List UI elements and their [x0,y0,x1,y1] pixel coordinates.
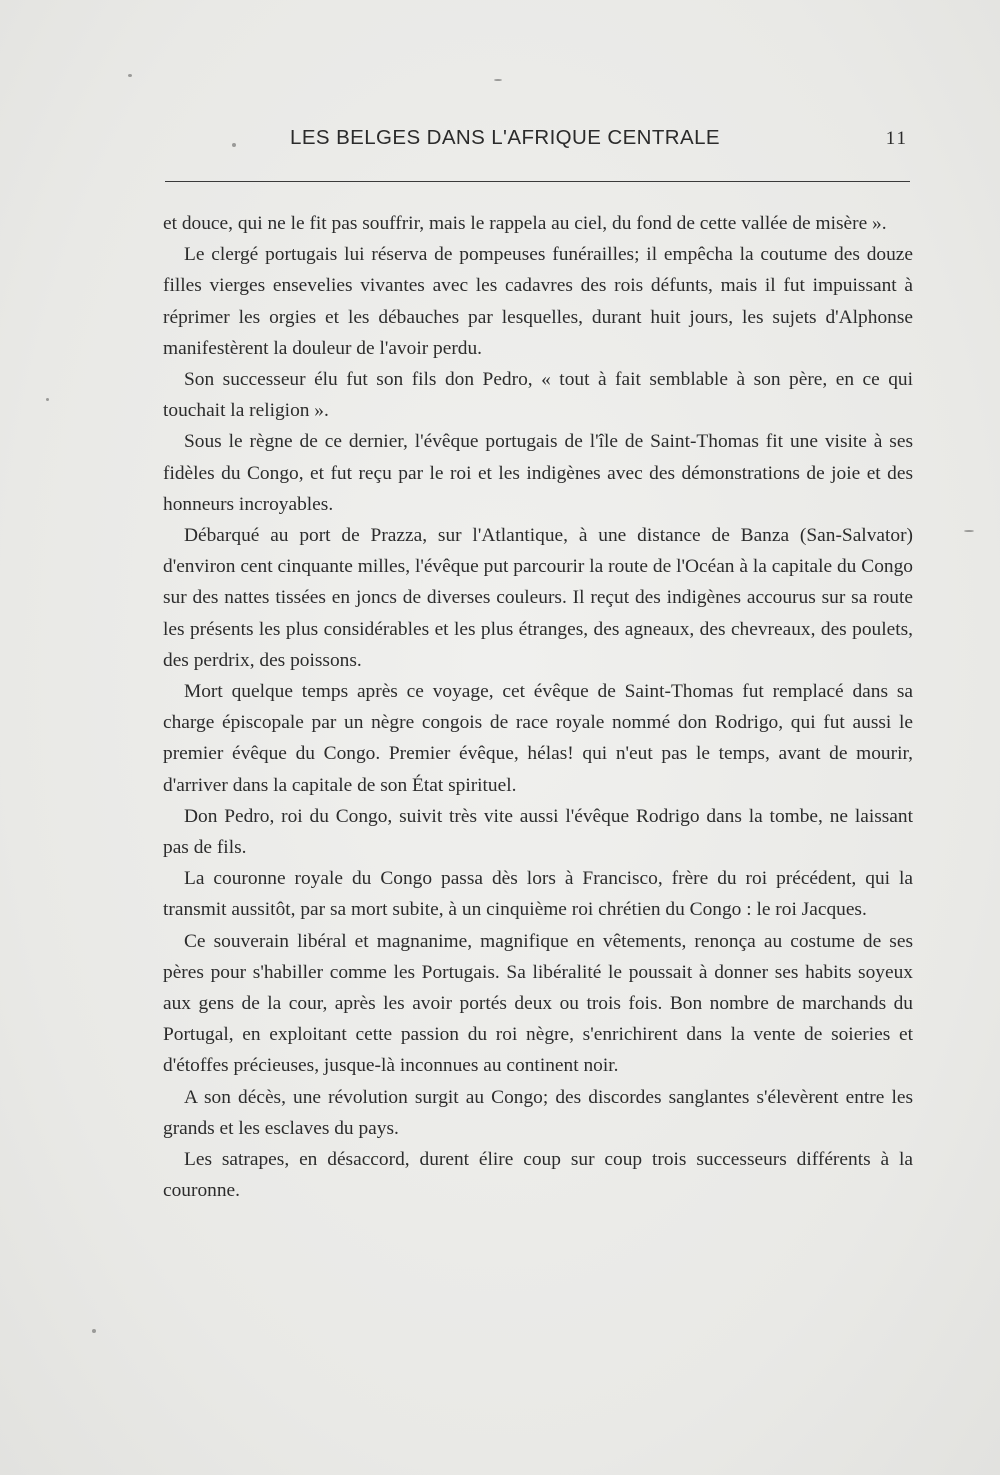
paragraph: Son successeur élu fut son fils don Pedro, « tout à fait semblable à son père, en ce qui touchait la religion ». [163,369,913,422]
paragraph: A son décès, une révolution surgit au Congo; des discordes sanglantes s'élevèrent entre les grands et les esclaves du pays. [163,1086,913,1139]
body-text [163,208,913,1207]
page-number: 11 [885,128,908,149]
paragraph: Le clergé portugais lui réserva de pompeuses funérailles; il empêcha la coutume des douze filles vierges ensevelies vivantes avec les cadavres des rois défunts, mais il fut impuissant à réprimer les orgies et les débauches par lesquelles, durant huit jours, les sujets d'Alphonse manifestèrent la douleur de l'avoir perdu. [163,244,913,359]
paragraph: Débarqué au port de Prazza, sur l'Atlantique, à une distance de Banza (San-Salvator) d'environ cent cinquante milles, l'évêque put parcourir la route de l'Océan à la capitale du Congo sur des nattes tissées en joncs de diverses couleurs. Il reçut des indigènes accourus sur sa route les présents les plus considérables et les plus étranges, des agneaux, des chevreaux, des poulets, des perdrix, des poissons. [163,525,913,671]
paper-speck [92,1329,96,1333]
paragraph: et douce, qui ne le fit pas souffrir, mais le rappela au ciel, du fond de cette vallée de misère ». [163,213,887,234]
paper-speck [494,79,502,81]
paragraph: Sous le règne de ce dernier, l'évêque portugais de l'île de Saint-Thomas fit une visite à ses fidèles du Congo, et fut reçu par le roi et les indigènes avec des démonstrations de joie et des honneurs incroyables. [163,431,913,515]
running-header [165,126,910,156]
paragraph: Les satrapes, en désaccord, durent élire coup sur coup trois successeurs différents à la couronne. [163,1149,913,1202]
running-title: LES BELGES DANS L'AFRIQUE CENTRALE [290,126,720,149]
paragraph: La couronne royale du Congo passa dès lors à Francisco, frère du roi précédent, qui la transmit aussitôt, par sa mort subite, à un cinquième roi chrétien du Congo : le roi Jacques. [163,868,913,921]
paragraph: Ce souverain libéral et magnanime, magnifique en vêtements, renonça au costume de ses pères pour s'habiller comme les Portugais. Sa libéralité le poussait à donner ses habits soyeux aux gens de la cour, après les avoir portés deux ou trois fois. Bon nombre de marchands du Portugal, en exploitant cette passion du roi nègre, s'enrichirent dans la vente de soieries et d'étoffes précieuses, jusque-là inconnues au continent noir. [163,930,913,1077]
paragraph: Mort quelque temps après ce voyage, cet évêque de Saint-Thomas fut remplacé dans sa charge épiscopale par un nègre congois de race royale nommé don Rodrigo, qui fut aussi le premier évêque du Congo. Premier évêque, hélas! qui n'eut pas le temps, avant de mourir, d'arriver dans la capitale de son État spirituel. [163,681,913,796]
paper-speck [128,74,132,77]
header-rule [165,181,910,182]
paper-speck [46,398,49,401]
paper-speck [964,530,974,532]
paragraph: Don Pedro, roi du Congo, suivit très vite aussi l'évêque Rodrigo dans la tombe, ne laissant pas de fils. [163,805,913,859]
